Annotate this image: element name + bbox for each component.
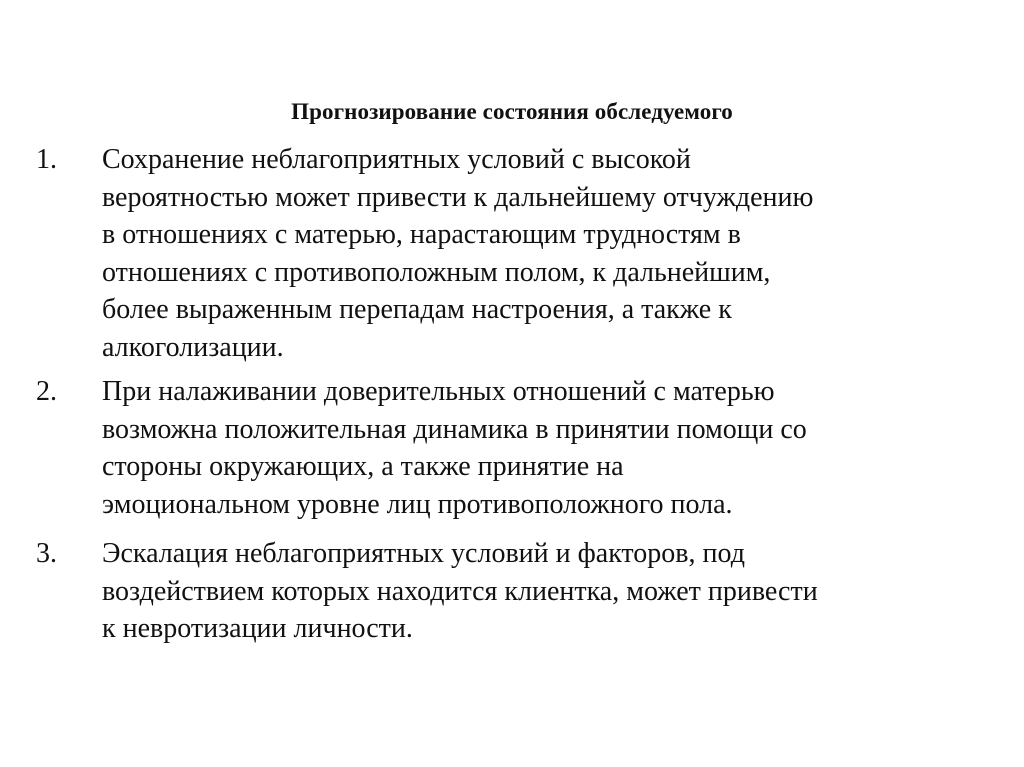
list-item-number: 2. [36,376,57,407]
list-item-number: 1. [36,144,57,175]
list-item-text: Эскалация неблагоприятных условий и факторов, под воздействием которых находится клиентка, может привести к невротизации личности. [102,538,818,644]
list-item-number: 3. [36,538,57,569]
list-item-text: Сохранение неблагоприятных условий с высокой вероятностью может привести к дальнейшему отчуждению в отношениях с матерью, нарастающим трудностям в отношениях с противоположным полом, к дальнейшим, более выраженным перепадам настроения, а также к алкоголизации. [102,144,814,363]
list-item-text: При налаживании доверительных отношений с матерью возможна положительная динамика в принятии помощи со стороны окружающих, а также принятие на эмоциональном уровне лиц противоположного пола. [102,376,807,520]
slide-title: Прогнозирование состояния обследуемого [291,99,733,124]
